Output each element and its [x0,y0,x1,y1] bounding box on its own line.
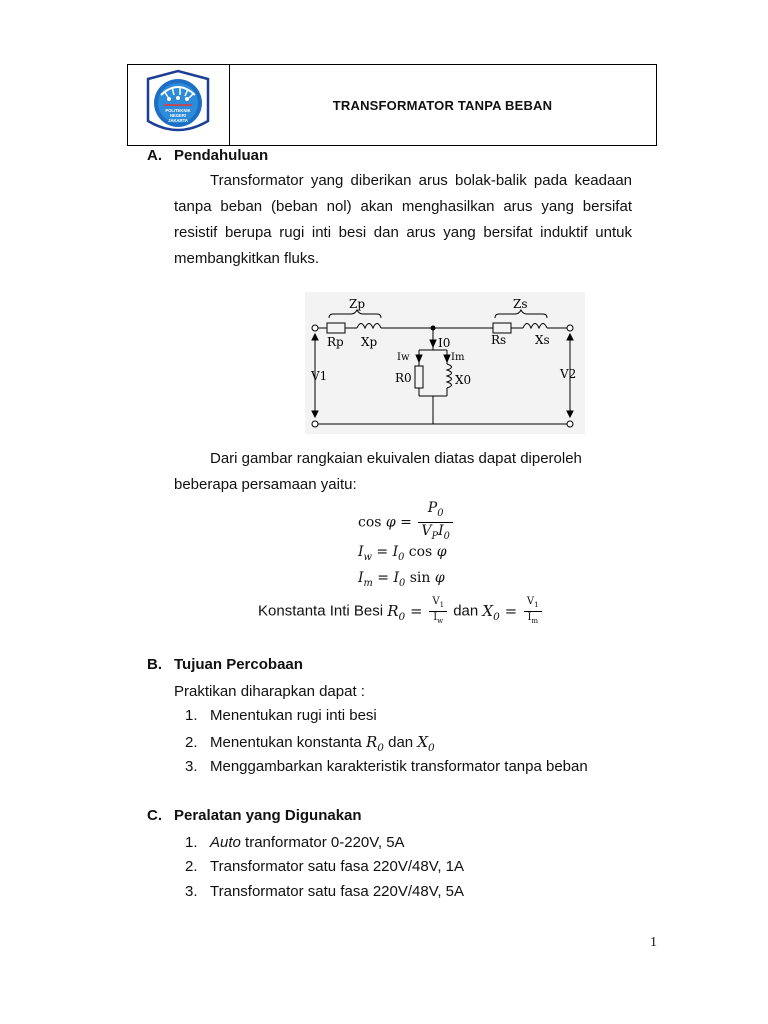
equation-konstanta: Konstanta Inti Besi $R_0$ = $\frac{V_1}{I_w}$ dan $X_0$ = $\frac{V_1}{I_m}$ [258,596,544,627]
logo-text-2: NEGERI [169,113,187,118]
label-v1: V1 [311,369,328,383]
document-header [127,64,657,146]
label-xs: Xs [535,333,550,347]
equation-im: $I_m = I_0$ sin φ [358,570,445,589]
section-b-heading [147,656,303,673]
label-xp: Xp [361,335,378,349]
konstanta-prefix: Konstanta Inti Besi [258,602,384,620]
section-c-heading [147,807,362,824]
section-a-title: Pendahuluan [174,147,269,164]
list-text: Transformator satu fasa 220V/48V, 1A [210,858,465,875]
label-v2: V2 [560,367,577,381]
label-zp: Zp [349,297,366,311]
section-b-title: Tujuan Percobaan [174,656,303,673]
logo-cell [128,65,230,145]
label-iw: Iw [397,352,410,363]
section-b-letter: B. [147,656,162,673]
list-number: 2. [185,858,198,875]
para1-line1: Transformator yang diberikan arus bolak-balik pada keadaan [210,172,632,189]
list-item [185,707,377,724]
list-number: 1. [185,707,198,724]
label-x0: X0 [455,373,472,387]
label-rp: Rp [327,335,344,349]
list-number: 3. [185,758,198,775]
list-item: 2. Menentukan konstanta $R_0$ dan $X_0$ [185,733,435,754]
para1-line2: tanpa beban (beban nol) akan menghasilkan arus yang bersifat [174,198,632,215]
label-rs: Rs [491,333,507,347]
list-text-italic: Auto [210,834,241,851]
list-number: 3. [185,883,198,900]
list-text: Transformator satu fasa 220V/48V, 5A [210,883,465,900]
list-number: 1. [185,834,198,851]
list-item [185,834,405,851]
equation-cos-phi: cos φ = $\frac{P_0}{V_PI_0}$ [358,500,455,545]
para2-line2: beberapa persamaan yaitu: [174,476,357,493]
pnj-logo [128,65,228,145]
section-b-intro: Praktikan diharapkan dapat : [174,683,365,700]
logo-text-1: POLITEKNIK [165,108,191,113]
section-a-letter: A. [147,147,162,164]
document-title: TRANSFORMATOR TANPA BEBAN [332,97,553,113]
list-item [185,883,464,900]
equation-iw: $I_w = I_0$ cos φ [358,544,447,563]
logo-text-3: JAKARTA [168,118,188,123]
list-text: Menentukan rugi inti besi [210,707,377,724]
section-c-letter: C. [147,807,162,824]
section-c-title: Peralatan yang Digunakan [174,807,362,824]
list-text: Menentukan konstanta [210,734,362,751]
page-number: 1 [650,935,657,950]
list-text-dan: dan [388,734,414,751]
konstanta-dan: dan [453,602,479,620]
label-im: Im [451,352,465,363]
equivalent-circuit-diagram [305,292,585,434]
list-text: Menggambarkan karakteristik transformator tanpa beban [210,758,588,775]
label-i0: I0 [438,336,451,350]
para1-line4: membangkitkan fluks. [174,250,320,267]
section-a-heading [147,147,268,164]
list-text: tranformator 0-220V, 5A [240,834,405,851]
label-zs: Zs [513,297,528,311]
list-item [185,758,588,775]
list-number: 2. [185,734,198,751]
para1-line3: resistif berupa rugi inti besi dan arus yang bersifat induktif untuk [174,224,632,241]
para2-line1: Dari gambar rangkaian ekuivalen diatas dapat diperoleh [210,450,582,467]
list-item [185,858,464,875]
label-r0: R0 [395,371,412,385]
